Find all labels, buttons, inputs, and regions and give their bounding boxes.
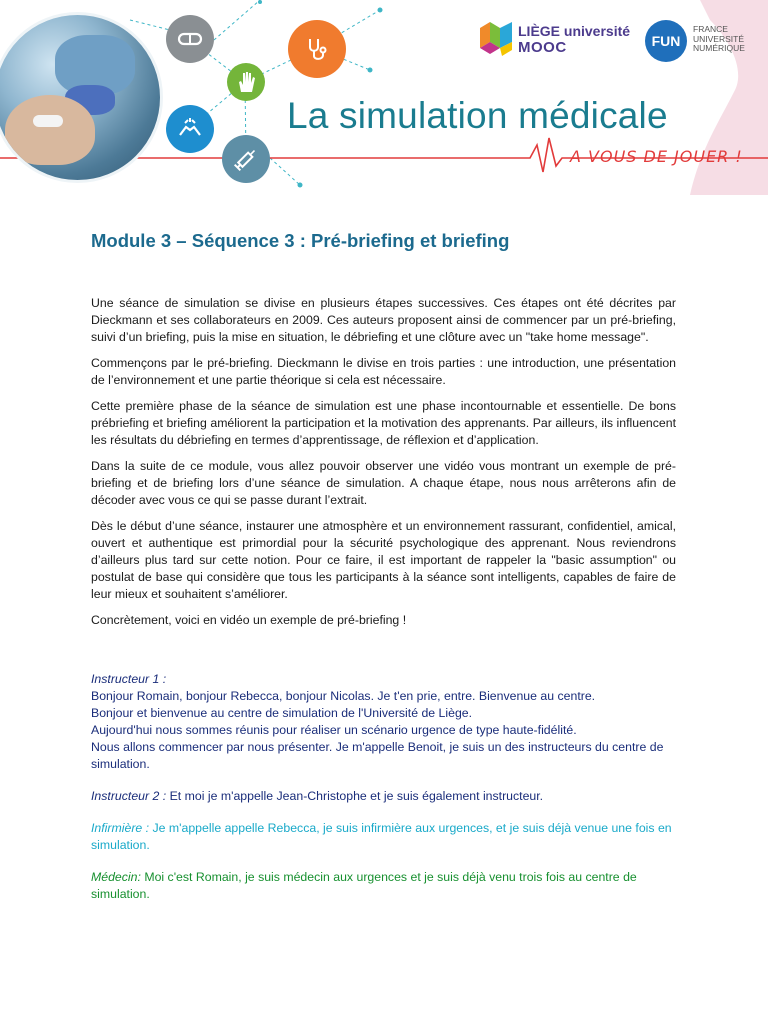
liege-mooc-logo bbox=[480, 22, 630, 62]
paragraph: Dans la suite de ce module, vous allez pouvoir observer une vidéo vous montrant un exemple de pré-briefing et de briefing lors d’une séance de simulation. A chaque étape, nous nous arrêterons afin de décoder avec vous ce qui se passe durant l’extrait. bbox=[91, 459, 676, 507]
paragraph: Concrètement, voici en vidéo un exemple de pré-briefing ! bbox=[91, 613, 407, 627]
fun-logo: FUN bbox=[645, 20, 687, 62]
banner-tagline: A VOUS DE JOUER ! bbox=[570, 147, 743, 166]
simulation-photo bbox=[0, 12, 163, 183]
speaker-label: Infirmière : bbox=[91, 821, 150, 835]
page-title: Module 3 – Séquence 3 : Pré-briefing et briefing bbox=[91, 230, 510, 251]
dialogue-line: Bonjour Romain, bonjour Rebecca, bonjour Nicolas. Je t'en prie, entre. Bienvenue au centre. bbox=[91, 689, 596, 703]
fun-logo-text: FRANCE UNIVERSITÉ NUMÉRIQUE bbox=[693, 24, 745, 53]
dialogue-infirmiere bbox=[91, 820, 676, 854]
paragraph: Une séance de simulation se divise en plusieurs étapes successives. Ces étapes ont été décrites par Dieckmann et ses collaborateurs en 2009. Ces auteurs proposent ainsi de commencer par un pré-briefing, suivi d’un briefing, puis la mise en situation, le débriefing et une clôture avec un "take home message". bbox=[91, 296, 676, 344]
hand-icon bbox=[227, 63, 265, 101]
stethoscope-icon bbox=[288, 20, 346, 78]
logo-liege-text: LIÈGE université bbox=[518, 23, 631, 39]
syringe-icon bbox=[222, 135, 270, 183]
goggles-icon bbox=[166, 15, 214, 63]
liege-logo-mark bbox=[480, 22, 512, 58]
hands-icon bbox=[166, 105, 214, 153]
document-body bbox=[91, 295, 676, 918]
dialogue-line: Bonjour et bienvenue au centre de simulation de l'Université de Liège. bbox=[91, 706, 473, 720]
dialogue-line: Nous allons commencer par nous présenter. Je m'appelle Benoit, je suis un des instructeurs du centre de simulation. bbox=[91, 740, 664, 771]
speaker-label: Instructeur 2 : bbox=[91, 789, 167, 803]
dialogue-line: Et moi je m'appelle Jean-Christophe et je suis également instructeur. bbox=[166, 789, 544, 803]
speaker-label: Médecin: bbox=[91, 870, 141, 884]
paragraph: Dès le début d’une séance, instaurer une atmosphère et un environnement rassurant, confidentiel, amical, ouvert et authentique est primordial pour la sécurité psychologique des apprenant. Nous reviendrons d’ailleurs plus tard sur cette notion. Pour ce faire, il est important de rappeler la "basic assumption" ou postulat de base qui considère que tous les participants à la séance sont intelligents, capables de faire de leur mieux et souhaitent s’améliorer. bbox=[91, 519, 676, 601]
dialogue-line: Aujourd'hui nous sommes réunis pour réaliser un scénario urgence de type haute-fidélité. bbox=[91, 723, 577, 737]
banner-title: La simulation médicale bbox=[287, 95, 668, 136]
dialogue-instructeur-1 bbox=[91, 671, 676, 773]
paragraph: Commençons par le pré-briefing. Dieckmann le divise en trois parties : une introduction, une présentation de l’environnement et une partie théorique si cela est nécessaire. bbox=[91, 356, 676, 387]
paragraph: Cette première phase de la séance de simulation est une phase incontournable et essentielle. De bons prébriefing et briefing améliorent la participation et la motivation des apprenants. Par ailleurs, ils influencent les résultats du débriefing en termes d’apprentissage, de réflexion et d’application. bbox=[91, 399, 676, 447]
dialogue-line: Je m'appelle appelle Rebecca, je suis infirmière aux urgences, et je suis déjà venue une fois en simulation. bbox=[91, 821, 672, 852]
logo-mooc-text: MOOC bbox=[518, 39, 567, 56]
dialogue-instructeur-2 bbox=[91, 788, 676, 805]
header-banner bbox=[0, 0, 768, 195]
speaker-label: Instructeur 1 : bbox=[91, 672, 167, 686]
dialogue-line: Moi c'est Romain, je suis médecin aux urgences et je suis déjà venu trois fois au centre de simulation. bbox=[91, 870, 637, 901]
dialogue-medecin bbox=[91, 869, 676, 903]
